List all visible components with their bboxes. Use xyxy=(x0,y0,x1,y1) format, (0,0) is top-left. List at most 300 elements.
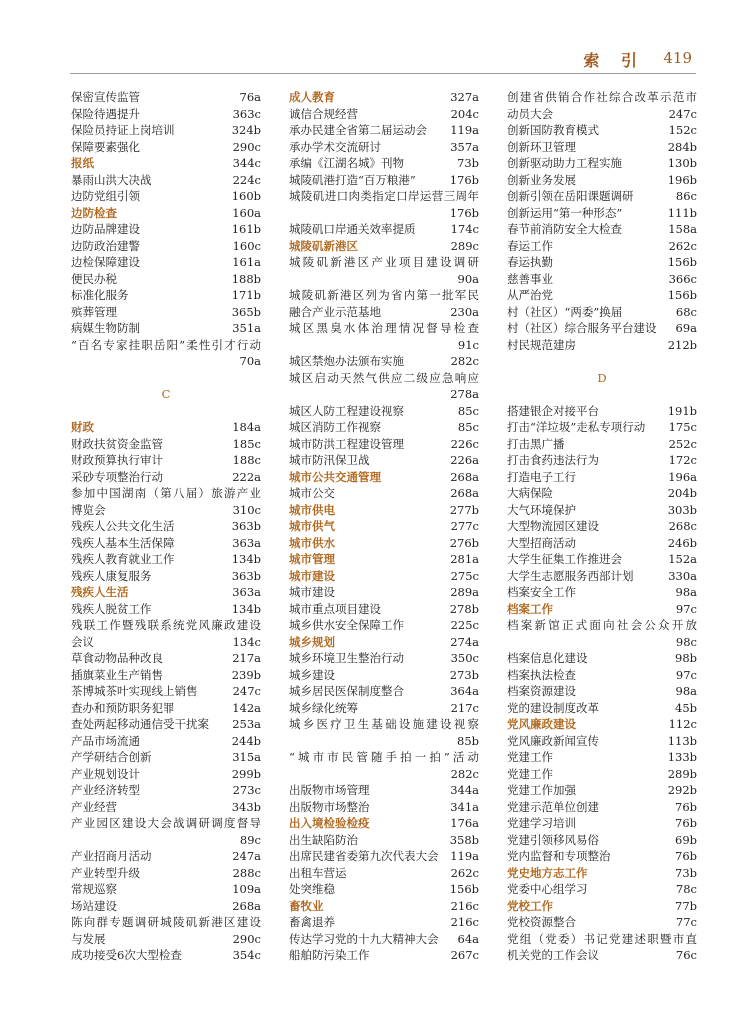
entry-page: 282c xyxy=(450,766,479,781)
index-entry xyxy=(507,469,697,486)
entry-page: 363a xyxy=(232,535,261,550)
entry-page: 274a xyxy=(450,634,479,649)
entry-text: 城市供电 xyxy=(289,502,335,517)
index-entry xyxy=(507,766,697,783)
entry-page: 324b xyxy=(231,123,261,137)
entry-text: 暴雨山洪大决战 xyxy=(71,172,152,187)
entry-page: 217c xyxy=(450,700,479,715)
entry-page: 226c xyxy=(450,436,479,451)
entry-text: 保险待遇提升 xyxy=(71,106,140,121)
entry-page: 262c xyxy=(450,865,479,880)
entry-text: 党建工作 xyxy=(507,766,553,781)
entry-text: 大病保险 xyxy=(507,486,553,500)
entry-page: 98a xyxy=(675,585,697,599)
index-entry xyxy=(71,287,261,304)
entry-page: 91c xyxy=(457,337,479,352)
entry-page: 273c xyxy=(232,783,261,797)
index-entry xyxy=(71,518,261,535)
entry-page: 76c xyxy=(675,948,697,962)
entry-text: 城陵矶新港区列为省内第一批军民 xyxy=(289,288,479,302)
index-entry xyxy=(289,419,479,436)
entry-page: 196a xyxy=(668,469,697,484)
index-entry xyxy=(507,683,697,700)
entry-page: 161a xyxy=(232,255,261,269)
entry-page: 176b xyxy=(449,172,479,187)
entry-text: 大型物流园区建设 xyxy=(507,519,599,533)
index-entry xyxy=(71,188,261,205)
entry-page: 222a xyxy=(232,469,261,484)
entry-text: 残联工作暨残联系统党风廉政建设 xyxy=(71,618,261,632)
index-entry xyxy=(289,304,479,321)
entry-text: 档案新馆正式面向社会公众开放 xyxy=(507,618,697,632)
entry-text: 船舶防污染工作 xyxy=(289,948,370,962)
index-entry xyxy=(71,106,261,123)
entry-text: 插旗菜业生产销售 xyxy=(71,667,163,682)
entry-text: 党内监督和专项整治 xyxy=(507,849,611,863)
entry-text: 保险员持证上岗培训 xyxy=(71,123,175,137)
index-entry xyxy=(507,320,697,337)
entry-text: 档案执法检查 xyxy=(507,667,576,682)
index-column-2 xyxy=(289,89,479,964)
index-entry xyxy=(289,584,479,601)
entry-text: 党的建设制度改革 xyxy=(507,700,599,715)
entry-page: 351a xyxy=(232,321,261,335)
blank-line xyxy=(71,370,261,387)
entry-page: 98b xyxy=(675,651,697,665)
entry-text: 保障要素强化 xyxy=(71,139,140,154)
entry-page: 281a xyxy=(450,552,479,566)
entry-text: 传达学习党的十九大精神大会 xyxy=(289,931,439,946)
entry-page: 142a xyxy=(232,700,261,715)
index-entry xyxy=(289,914,479,931)
blank-line xyxy=(507,386,697,403)
index-entry xyxy=(71,551,261,568)
entry-page: 363b xyxy=(231,519,261,533)
entry-page: 239b xyxy=(231,667,261,682)
entry-text: 诚信合规经营 xyxy=(289,106,358,121)
entry-text: 党建示范单位创建 xyxy=(507,799,599,814)
entry-text: 产业转型升级 xyxy=(71,865,140,880)
entry-text: 城区禁炮办法颁布实施 xyxy=(289,354,404,368)
entry-page: 97c xyxy=(675,601,697,616)
entry-text: 处突维稳 xyxy=(289,882,335,896)
entry-text: 党建学习培训 xyxy=(507,816,576,830)
index-entry xyxy=(71,568,261,585)
entry-page: 290c xyxy=(232,139,261,154)
entry-page: 299b xyxy=(231,766,261,781)
entry-text: 城陵矶进口肉类指定口岸运营三周年 xyxy=(289,189,479,203)
index-entry xyxy=(71,766,261,783)
entry-text: 春节前消防安全大检查 xyxy=(507,222,622,236)
index-entry xyxy=(507,139,697,156)
entry-page: 267c xyxy=(450,948,479,962)
entry-text: 党风廉政建设 xyxy=(507,717,576,731)
blank-line xyxy=(71,403,261,420)
index-heading xyxy=(289,469,479,486)
entry-page: 156b xyxy=(667,288,697,302)
entry-page: 358b xyxy=(449,832,479,847)
entry-page: 176b xyxy=(449,205,479,220)
index-entry xyxy=(507,733,697,750)
index-entry xyxy=(507,221,697,238)
entry-page: 341a xyxy=(450,799,479,814)
index-entry xyxy=(289,172,479,189)
index-entry xyxy=(289,601,479,618)
entry-text: 档案资源建设 xyxy=(507,684,576,698)
index-entry xyxy=(71,452,261,469)
entry-text: 大型招商活动 xyxy=(507,535,576,550)
entry-text: 从严治党 xyxy=(507,288,553,302)
index-entry-wrapped xyxy=(289,370,479,387)
entry-text: 党建引领移风易俗 xyxy=(507,832,599,847)
entry-page-continuation xyxy=(289,337,479,354)
entry-page: 191b xyxy=(667,403,697,418)
entry-page: 85b xyxy=(457,733,479,748)
entry-text: 博览会 xyxy=(71,502,106,517)
entry-page: 85c xyxy=(457,403,479,418)
index-entry xyxy=(289,353,479,370)
entry-page: 268a xyxy=(450,469,479,484)
entry-text: 融合产业示范基地 xyxy=(289,304,381,319)
entry-text: 城市防汛保卫战 xyxy=(289,453,370,467)
entry-page: 77b xyxy=(675,898,697,913)
entry-page: 350c xyxy=(450,651,479,665)
section-letter: C xyxy=(161,387,171,401)
index-entry xyxy=(71,947,261,964)
index-entry xyxy=(71,898,261,915)
entry-text: 城乡居民医保制度整合 xyxy=(289,684,404,698)
entry-text: 查处两起移动通信受干扰案 xyxy=(71,717,209,731)
entry-page: 64a xyxy=(457,931,479,946)
index-entry xyxy=(71,601,261,618)
entry-text: 动员大会 xyxy=(507,106,553,121)
index-entry xyxy=(289,650,479,667)
entry-text: 城市建设 xyxy=(289,585,335,599)
entry-page-continuation xyxy=(289,271,479,288)
entry-text: 城市公交 xyxy=(289,486,335,500)
index-entry xyxy=(507,914,697,931)
entry-page: 290c xyxy=(232,931,261,946)
index-heading xyxy=(507,716,697,733)
entry-text: 残疾人脱贫工作 xyxy=(71,601,152,616)
entry-text: 成功接受6次大型检查 xyxy=(71,948,182,962)
index-entry-wrapped xyxy=(289,287,479,304)
entry-page: 69a xyxy=(675,321,697,335)
index-entry xyxy=(289,667,479,684)
entry-page: 292b xyxy=(667,783,697,797)
index-entry xyxy=(71,650,261,667)
index-entry xyxy=(71,271,261,288)
index-heading xyxy=(289,634,479,651)
index-entry xyxy=(71,667,261,684)
entry-page-continuation xyxy=(289,766,479,783)
entry-text: 边防检查 xyxy=(71,205,117,220)
entry-text: 查办和预防职务犯罪 xyxy=(71,700,175,715)
entry-text: 城乡绿化统筹 xyxy=(289,700,358,715)
entry-text: 城市重点项目建设 xyxy=(289,601,381,616)
entry-text: 报纸 xyxy=(71,156,94,170)
index-entry xyxy=(507,188,697,205)
entry-page-continuation xyxy=(289,386,479,403)
entry-page: 226a xyxy=(450,453,479,467)
index-column-3 xyxy=(507,89,697,964)
entry-page: 354c xyxy=(232,948,261,962)
entry-text: 创新国防教育模式 xyxy=(507,123,599,137)
entry-text: 档案信息化建设 xyxy=(507,651,588,665)
index-entry-wrapped xyxy=(507,89,697,106)
index-entry xyxy=(71,254,261,271)
entry-page: 98c xyxy=(675,634,697,649)
index-entry xyxy=(71,535,261,552)
entry-page: 277c xyxy=(450,519,479,533)
index-entry xyxy=(71,238,261,255)
entry-page: 112c xyxy=(668,717,697,731)
entry-page: 69b xyxy=(675,832,697,847)
entry-page: 175c xyxy=(668,420,697,434)
index-entry xyxy=(507,419,697,436)
entry-page: 86c xyxy=(675,189,697,203)
entry-page: 98a xyxy=(675,684,697,698)
entry-page: 185c xyxy=(232,436,261,451)
index-entry xyxy=(507,568,697,585)
entry-text: 承办学术交流研讨 xyxy=(289,139,381,154)
page-number: 419 xyxy=(663,49,692,67)
entry-page: 289c xyxy=(450,238,479,253)
entry-text: 产业招商月活动 xyxy=(71,849,152,863)
entry-text: 党委中心组学习 xyxy=(507,882,588,896)
entry-text: 便民办税 xyxy=(71,271,117,286)
entry-text: 残疾人教育就业工作 xyxy=(71,552,175,566)
index-entry xyxy=(507,584,697,601)
index-entry xyxy=(289,617,479,634)
index-entry xyxy=(507,881,697,898)
entry-text: 参加中国湖南（第八届）旅游产业 xyxy=(71,486,261,500)
entry-page: 77c xyxy=(675,915,697,929)
entry-text: 财政扶贫资金监管 xyxy=(71,436,163,451)
entry-page: 130b xyxy=(667,156,697,170)
entry-page: 230a xyxy=(450,304,479,319)
entry-text: 草食动物品种改良 xyxy=(71,651,163,665)
entry-page: 68c xyxy=(675,304,697,319)
index-entry xyxy=(507,452,697,469)
entry-text: 党建工作 xyxy=(507,750,553,764)
entry-text: 档案工作 xyxy=(507,601,553,616)
index-entry xyxy=(289,155,479,172)
index-entry xyxy=(289,485,479,502)
entry-page: 364a xyxy=(450,684,479,698)
entry-page: 366c xyxy=(668,271,697,286)
index-entry xyxy=(71,848,261,865)
entry-page: 277b xyxy=(449,502,479,517)
entry-page: 160c xyxy=(232,238,261,253)
entry-page: 76b xyxy=(675,816,697,830)
entry-text: 产业经营 xyxy=(71,799,117,814)
entry-page: 85c xyxy=(457,420,479,434)
index-entry xyxy=(71,304,261,321)
entry-text: 残疾人生活 xyxy=(71,585,129,599)
entry-text: 党风廉政新闻宣传 xyxy=(507,733,599,748)
entry-page: 76b xyxy=(675,799,697,814)
index-entry xyxy=(289,436,479,453)
index-entry xyxy=(507,782,697,799)
entry-text: 创新环卫管理 xyxy=(507,139,576,154)
entry-page: 363b xyxy=(231,568,261,583)
index-heading xyxy=(289,518,479,535)
entry-page: 161b xyxy=(231,222,261,236)
entry-text: 产业园区建设大会战调研调度督导 xyxy=(71,816,261,830)
index-entry xyxy=(71,782,261,799)
entry-text: 产品市场流通 xyxy=(71,733,140,748)
entry-text: 城陵矶口岸通关效率提质 xyxy=(289,222,416,236)
entry-text: 财政预算执行审计 xyxy=(71,453,163,467)
entry-page-continuation xyxy=(71,353,261,370)
index-entry xyxy=(71,749,261,766)
index-entry-wrapped xyxy=(289,749,479,766)
index-entry xyxy=(289,865,479,882)
entry-text: 殡葬管理 xyxy=(71,304,117,319)
entry-page: 247c xyxy=(668,106,697,121)
index-heading xyxy=(71,205,261,222)
entry-page: 119a xyxy=(450,123,479,137)
entry-page: 133b xyxy=(667,750,697,764)
entry-page: 284b xyxy=(667,139,697,154)
entry-page: 363a xyxy=(232,585,261,599)
entry-text: 党校工作 xyxy=(507,898,553,913)
entry-text: 搭建银企对接平台 xyxy=(507,403,599,418)
entry-page: 156b xyxy=(667,255,697,269)
entry-page: 158a xyxy=(668,222,697,236)
entry-page-continuation xyxy=(289,205,479,222)
index-heading xyxy=(289,238,479,255)
index-entry xyxy=(71,436,261,453)
index-entry-wrapped xyxy=(289,188,479,205)
entry-page: 310c xyxy=(232,502,261,517)
entry-text: 村（社区）综合服务平台建设 xyxy=(507,321,657,335)
entry-page: 315a xyxy=(232,750,261,764)
index-entry xyxy=(507,667,697,684)
index-entry xyxy=(507,848,697,865)
entry-text: 标准化服务 xyxy=(71,288,129,302)
entry-page: 268a xyxy=(232,898,261,913)
entry-page: 363c xyxy=(232,106,261,121)
entry-text: 档案安全工作 xyxy=(507,585,576,599)
index-entry xyxy=(71,931,261,948)
entry-text: 残疾人公共文化生活 xyxy=(71,519,175,533)
index-entry xyxy=(71,733,261,750)
entry-page-continuation xyxy=(507,634,697,651)
entry-page: 184a xyxy=(232,420,261,434)
entry-text: 党校资源整合 xyxy=(507,915,576,929)
entry-text: 城陵矶新港区产业项目建设调研 xyxy=(289,255,479,269)
entry-text: 边防品牌建设 xyxy=(71,222,140,236)
index-heading xyxy=(289,89,479,106)
index-column-1 xyxy=(71,89,261,964)
entry-page-continuation xyxy=(289,733,479,750)
entry-text: 出生缺陷防治 xyxy=(289,832,358,847)
entry-text: 会议 xyxy=(71,634,94,649)
entry-text: 打击“洋垃圾”走私专项行动 xyxy=(507,420,646,434)
index-heading xyxy=(289,535,479,552)
entry-text: 党组（党委）书记党建述职暨市直 xyxy=(507,931,697,946)
index-entry xyxy=(71,881,261,898)
entry-text: 边防党组引领 xyxy=(71,189,140,203)
entry-text: 创新业务发展 xyxy=(507,172,576,187)
entry-page: 289a xyxy=(450,585,479,599)
entry-text: 茶博城茶叶实现线上销售 xyxy=(71,684,198,698)
entry-page: 73b xyxy=(675,865,697,880)
index-entry xyxy=(71,865,261,882)
entry-page: 97c xyxy=(675,667,697,682)
entry-text: 城陵矶新港区 xyxy=(289,238,358,253)
index-entry xyxy=(507,337,697,354)
entry-text: 畜禽退养 xyxy=(289,915,335,929)
entry-text: 村（社区）“两委”换届 xyxy=(507,304,623,319)
entry-page: 216c xyxy=(450,915,479,929)
entry-page: 204b xyxy=(667,486,697,500)
entry-text: 城市管理 xyxy=(289,552,335,566)
entry-text: 城市供气 xyxy=(289,519,335,533)
entry-text: 财政 xyxy=(71,420,94,434)
entry-text: 残疾人基本生活保障 xyxy=(71,535,175,550)
entry-text: 病媒生物防制 xyxy=(71,321,140,335)
index-entry xyxy=(289,799,479,816)
index-heading xyxy=(507,865,697,882)
entry-text: 承编《江湖名城》刊物 xyxy=(289,156,404,170)
entry-page: 109a xyxy=(232,882,261,896)
entry-page: 216c xyxy=(450,898,479,913)
page-header xyxy=(0,0,750,80)
entry-page: 174c xyxy=(450,222,479,236)
index-entry xyxy=(289,700,479,717)
blank-line xyxy=(507,353,697,370)
entry-text: 城乡供水安全保障工作 xyxy=(289,618,404,632)
entry-text: 常规巡察 xyxy=(71,882,117,896)
entry-page: 196b xyxy=(667,172,697,187)
entry-text: 城乡环境卫生整治行动 xyxy=(289,651,404,665)
index-entry xyxy=(71,221,261,238)
entry-text: 大学生志愿服务西部计划 xyxy=(507,568,634,583)
entry-text: 陈向群专题调研城陵矶新港区建设 xyxy=(71,915,261,929)
index-entry xyxy=(507,172,697,189)
entry-page: 212b xyxy=(667,337,697,352)
entry-text: 慈善事业 xyxy=(507,271,553,286)
entry-text: 大气环境保护 xyxy=(507,502,576,517)
entry-text: 城市建设 xyxy=(289,568,335,583)
index-heading xyxy=(289,502,479,519)
entry-text: 创建省供销合作社综合改革示范市 xyxy=(507,90,697,104)
index-entry xyxy=(71,683,261,700)
entry-text: 打击黑广播 xyxy=(507,436,565,451)
entry-page: 244b xyxy=(231,733,261,748)
entry-text: 创新引领在岳阳课题调研 xyxy=(507,189,634,203)
entry-page: 76a xyxy=(239,90,261,104)
entry-page: 78c xyxy=(675,882,697,896)
index-entry xyxy=(71,469,261,486)
entry-page: 278a xyxy=(450,387,479,401)
index-entry xyxy=(507,271,697,288)
entry-page-continuation xyxy=(71,832,261,849)
index-entry xyxy=(71,320,261,337)
entry-page: 224c xyxy=(232,172,261,187)
index-entry xyxy=(507,485,697,502)
index-entry xyxy=(71,172,261,189)
entry-text: 打造电子工行 xyxy=(507,469,576,484)
entry-page: 282c xyxy=(450,354,479,368)
index-entry xyxy=(507,832,697,849)
entry-page: 217a xyxy=(232,651,261,665)
index-entry-wrapped xyxy=(507,617,697,634)
section-letter: D xyxy=(597,370,607,385)
